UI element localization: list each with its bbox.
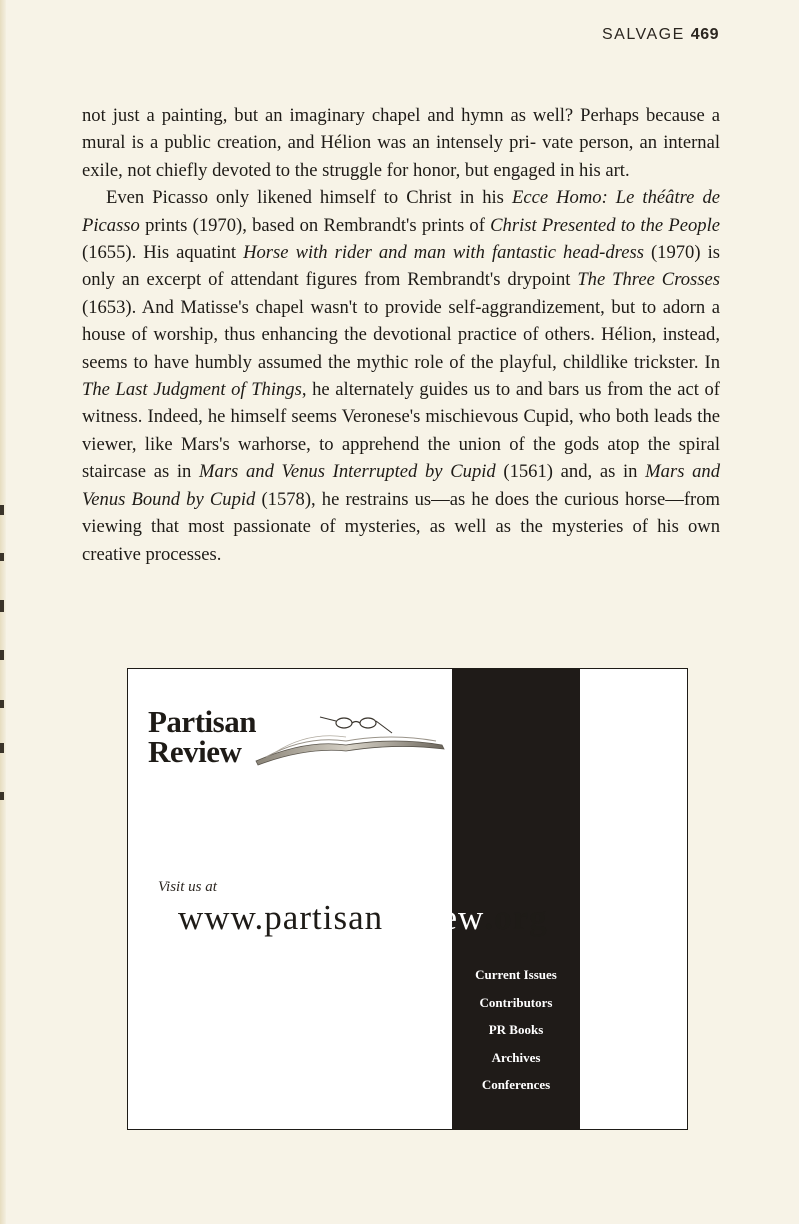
title-mars-venus-interrupted: Mars and Venus Interrupted by Cupid: [199, 461, 496, 483]
title-three-crosses: The Three Crosses: [577, 269, 720, 291]
title-ecce-homo: Ecce Homo: Le théâtre de Picasso: [82, 187, 720, 236]
title-last-judgment: The Last Judgment of Things: [82, 379, 302, 401]
page-edge: [0, 0, 6, 1224]
running-head: [602, 26, 719, 44]
title-horse-with-rider: Horse with rider and man with fantastic head-dress: [243, 242, 644, 264]
link-pr-books[interactable]: PR Books: [488, 1022, 544, 1037]
paragraph-2: Even Picasso only likened himself to Christ in his Ecce Homo: Le théâtre de Picasso prints (1970), based on Rembrandt's prints of Christ Presented to the People (1655). His aquatint Horse with rider and man with fantastic head-dress (1970) is only an excerpt of attendant figures from Rembrandt's drypoint The Three Crosses (1653). And Matisse's chapel wasn't to provide self-aggrandizement, but to adorn a house of worship, thus enhancing the devotional practice of others. Hélion, instead, seems to have humbly assumed the mythic role of the playful, childlike trickster. In The Last Judgment of Things, he alternately guides us to and bars us from the act of witness. Indeed, he himself seems Veronese's mischievous Cupid, who both leads the viewer, like Mars's warhorse, to apprehend the union of the gods atop the spiral staircase as in Mars and Venus Interrupted by Cupid (1561) and, as in Mars and Venus Bound by Cupid (1578), he restrains us—as he does the curious horse—from viewing that most passionate of mysteries, as well as the mysteries of his own creative processes.: [82, 187, 721, 565]
open-book-glasses-icon: [246, 709, 446, 769]
page-number: 469: [690, 26, 719, 43]
website-url[interactable]: www.partisanreview.org: [178, 898, 548, 937]
link-contributors[interactable]: Contributors: [479, 994, 553, 1010]
visit-caption: Visit us at: [158, 879, 217, 895]
partisan-review-logo: Partisan Review: [148, 704, 256, 769]
link-conferences[interactable]: Conferences: [481, 1077, 551, 1092]
section-title: SALVAGE: [601, 26, 685, 43]
article-body: [82, 102, 720, 568]
title-christ-presented: Christ Presented to the People: [490, 214, 720, 236]
partisan-review-advertisement: [127, 668, 688, 1130]
site-sections-list: [452, 961, 580, 1099]
paragraph-1: not just a painting, but an imaginary chapel and hymn as well? Perhaps because a mural is a public creation, and Hélion was an intensely pri- vate person, an internal exile, not chiefly devoted to the struggle for honor, but engaged in his art.: [82, 105, 720, 181]
link-current-issues[interactable]: Current Issues: [475, 967, 557, 982]
title-mars-venus-bound: Mars and Venus Bound by Cupid: [82, 461, 721, 510]
link-archives[interactable]: Archives: [491, 1049, 541, 1065]
